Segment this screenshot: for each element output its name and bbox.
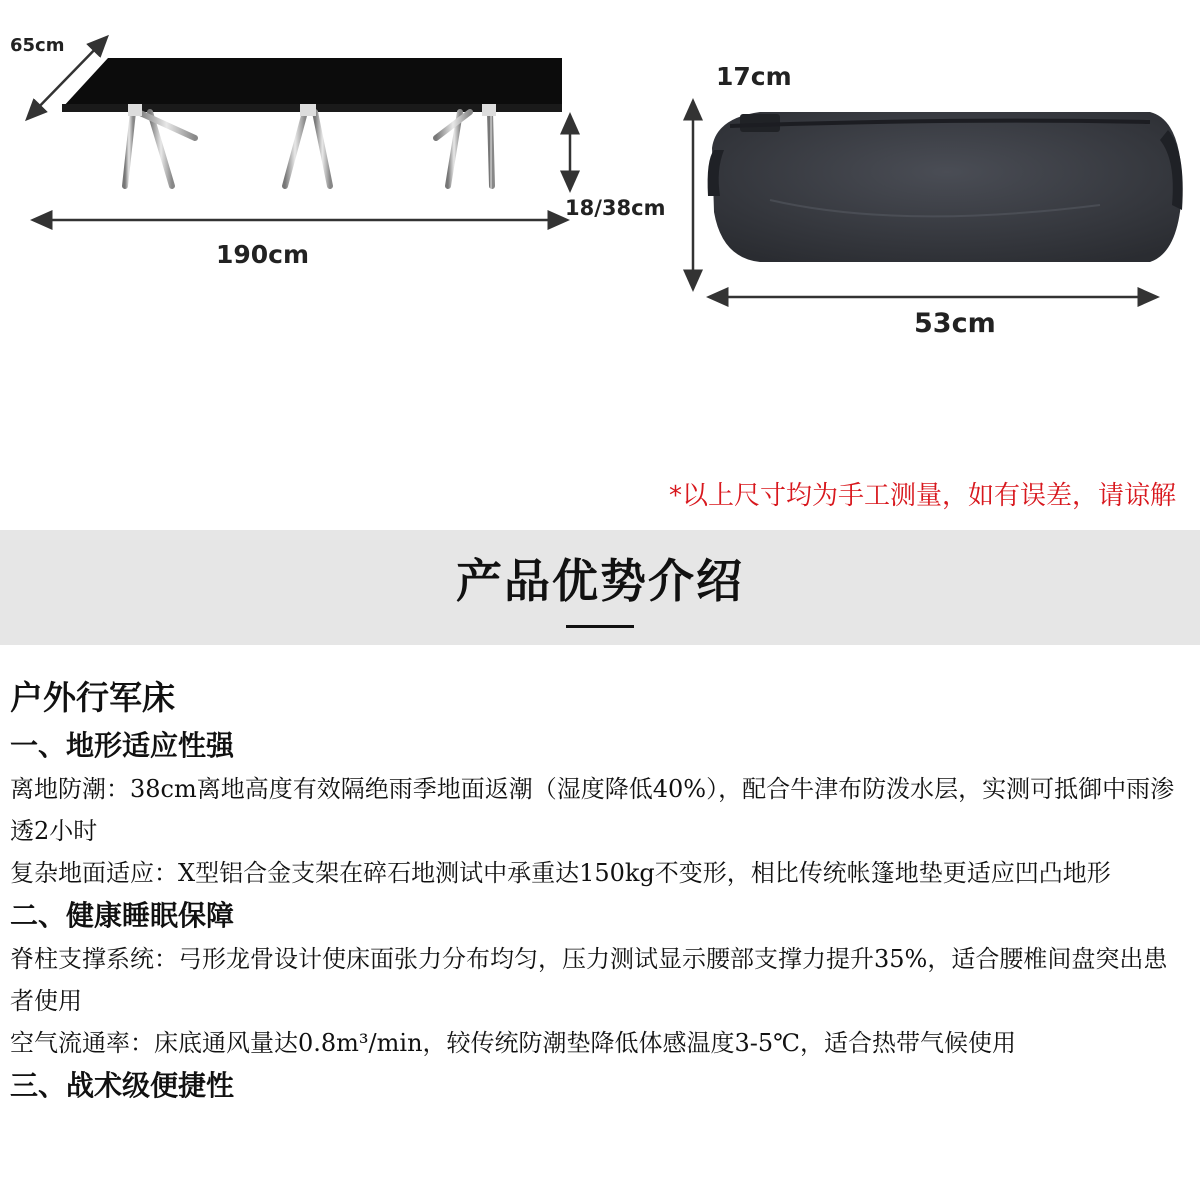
section-paragraph: 离地防潮：38cm离地高度有效隔绝雨季地面返潮（湿度降低40%），配合牛津布防泼水层，实测可抵御中雨渗透2小时: [10, 775, 1175, 845]
section-paragraph: 空气流通率：床底通风量达0.8m³/min，较传统防潮垫降低体感温度3-5℃，适合热带气候使用: [10, 1029, 1017, 1057]
bag-length-label: 53cm: [914, 308, 996, 339]
cot-height-label: 18/38cm: [565, 196, 666, 220]
bag-height-label: 17cm: [716, 62, 792, 91]
cot-image: [62, 58, 562, 186]
section-paragraph: 脊柱支撑系统：弓形龙骨设计使床面张力分布均匀，压力测试显示腰部支撑力提升35%，适合腰椎间盘突出患者使用: [10, 945, 1168, 1015]
section-heading: 一、地形适应性强: [10, 729, 235, 762]
measurement-note: *以上尺寸均为手工测量，如有误差，请谅解: [668, 481, 1176, 511]
cot-width-label: 65cm: [10, 35, 65, 56]
section-heading: 三、战术级便捷性: [10, 1069, 235, 1102]
product-title: 户外行军床: [10, 678, 175, 717]
description-content: [10, 672, 1190, 1108]
storage-bag-image: [708, 112, 1183, 262]
cot-length-label: 190cm: [216, 240, 310, 269]
banner-underline: [566, 625, 634, 628]
banner-title: 产品优势介绍: [456, 554, 744, 608]
section-heading: 二、健康睡眠保障: [10, 899, 235, 932]
section-paragraph: 复杂地面适应：X型铝合金支架在碎石地测试中承重达150kg不变形，相比传统帐篷地垫更适应凹凸地形: [10, 859, 1111, 887]
product-dimension-figure: [0, 0, 1200, 470]
